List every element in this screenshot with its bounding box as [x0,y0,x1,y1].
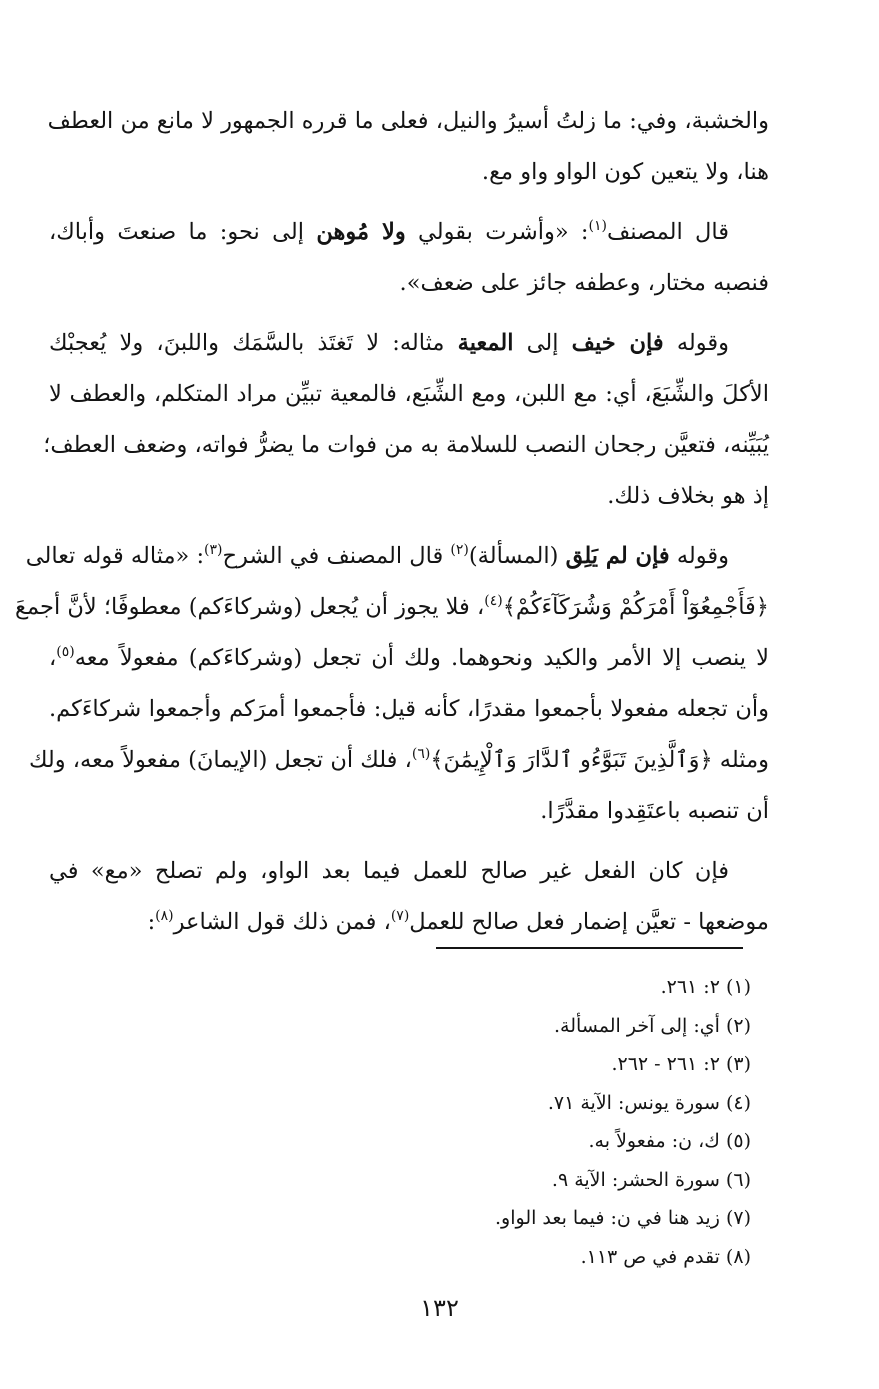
bold-term: فإن خيف [571,330,664,356]
text-line: وقوله فإن لم يَلِق (المسألة)$^{(٢)}$ قال المصنف في الشرح$^{(٣)}$: «مثاله قوله تعالى [25,542,729,569]
footnote-item: (٤) سورة يونس: الآية ٧١. [547,1091,751,1114]
paragraph-3 [43,318,769,522]
paragraph-5 [49,846,769,948]
bold-term: فإن لم يَلِق [565,543,670,569]
text-line: إذ هو بخلاف ذلك. [607,483,769,509]
text-line: وقوله فإن خيف إلى المعية مثاله: لا تَغتَذ بالسَّمَك واللبنَ، ولا يُعجبْك [49,330,729,356]
bold-term: ولا مُوهن [316,219,406,245]
text-line: ومثله ﴿وَٱلَّذِينَ تَبَوَّءُو ٱلدَّارَ وَٱلْإِيمَٰنَ﴾$^{(٦)}$، فلك أن تجعل (الإيمانَ) مفعولاً معه، ولك [28,746,769,773]
footnote-divider [436,947,743,949]
bold-term: المعية [457,330,514,356]
footnotes-list [251,968,751,1276]
text-line: أن تنصبه باعتَقِدوا مقدَّرًا. [540,798,769,824]
text-line: فنصبه مختار، وعطفه جائز على ضعف». [399,270,769,296]
paragraph-1 [49,96,769,198]
footnote-ref: (٦) [411,746,431,762]
footnote-item: (٥) ك، ن: مفعولاً به. [588,1130,751,1152]
text-line: موضعها - تعيَّن إضمار فعل صالح للعمل$^{(٧)}$، فمن ذلك قول الشاعر$^{(٨)}$: [147,908,769,935]
text-line: قال المصنف$^{(١)}$: «وأشرت بقولي ولا مُوهن إلى نحو: ما صنعتَ وأباك، [49,218,730,245]
footnote-ref: (٣) [204,542,223,558]
footnote-item: (٢) أي: إلى آخر المسألة. [554,1014,751,1037]
footnote-ref: (٨) [155,908,174,924]
quran-verse: ﴿فَأَجْمِعُوٓاْ أَمْرَكُمْ وَشُرَكَآءَكُمْ﴾ [502,594,769,620]
text-line: يُبَيِّنه، فتعيَّن رجحان النصب للسلامة به من فوات ما يضرُّ فواته، وضعف العطف؛ [43,432,769,458]
text-line: الأكلَ والشِّبَعَ، أي: مع اللبن، ومع الشِّبَع، فالمعية تبيِّن مراد المتكلم، والعطف لا [49,381,769,407]
footnote-item: (٣) ٢: ٢٦١ - ٢٦٢. [611,1053,751,1075]
quran-verse: ومثله ﴿وَٱلَّذِينَ تَبَوَّءُو ٱلدَّارَ وَٱلْإِيمَٰنَ﴾ [430,747,769,773]
text-line: لا ينصب إلا الأمر والكيد ونحوهما. ولك أن تجعل (وشركاءَكم) مفعولاً معه$^{(٥)}$، [49,644,769,671]
text-line: والخشبة، وفي: ما زلتُ أسيرُ والنيل، فعلى ما قرره الجمهور لا مانع من العطف [47,108,769,134]
paragraph-4 [15,531,769,837]
footnote-item: (١) ٢: ٢٦١. [660,976,751,998]
page-number: ١٣٢ [420,1294,459,1322]
footnote-item: (٦) سورة الحشر: الآية ٩. [551,1168,751,1191]
footnote-ref: (٢) [450,542,469,558]
paragraph-2 [49,207,769,309]
footnote-item: (٧) زيد هنا في ن: فيما بعد الواو. [495,1207,751,1229]
text-line: وأن تجعله مفعولا بأجمعوا مقدرًا، كأنه قيل: فأجمعوا أمرَكم وأجمعوا شركاءَكم. [49,696,769,722]
footnote-ref: (٧) [390,908,410,924]
footnote-item: (٨) تقدم في ص ١١٣. [580,1245,751,1268]
main-text [15,96,769,957]
text-line: ﴿فَأَجْمِعُوٓاْ أَمْرَكُمْ وَشُرَكَآءَكُمْ﴾$^{(٤)}$، فلا يجوز أن يُجعل (وشركاءَكم) معطوفًا؛ لأنَّ أجمعَ [15,593,769,620]
footnote-ref: (١) [588,218,607,234]
footnote-ref: (٤) [484,593,503,609]
footnote-ref: (٥) [56,644,75,660]
text-line: هنا، ولا يتعين كون الواو واو مع. [481,159,769,185]
text-line: فإن كان الفعل غير صالح للعمل فيما بعد الواو، ولم تصلح «مع» في [49,858,729,884]
